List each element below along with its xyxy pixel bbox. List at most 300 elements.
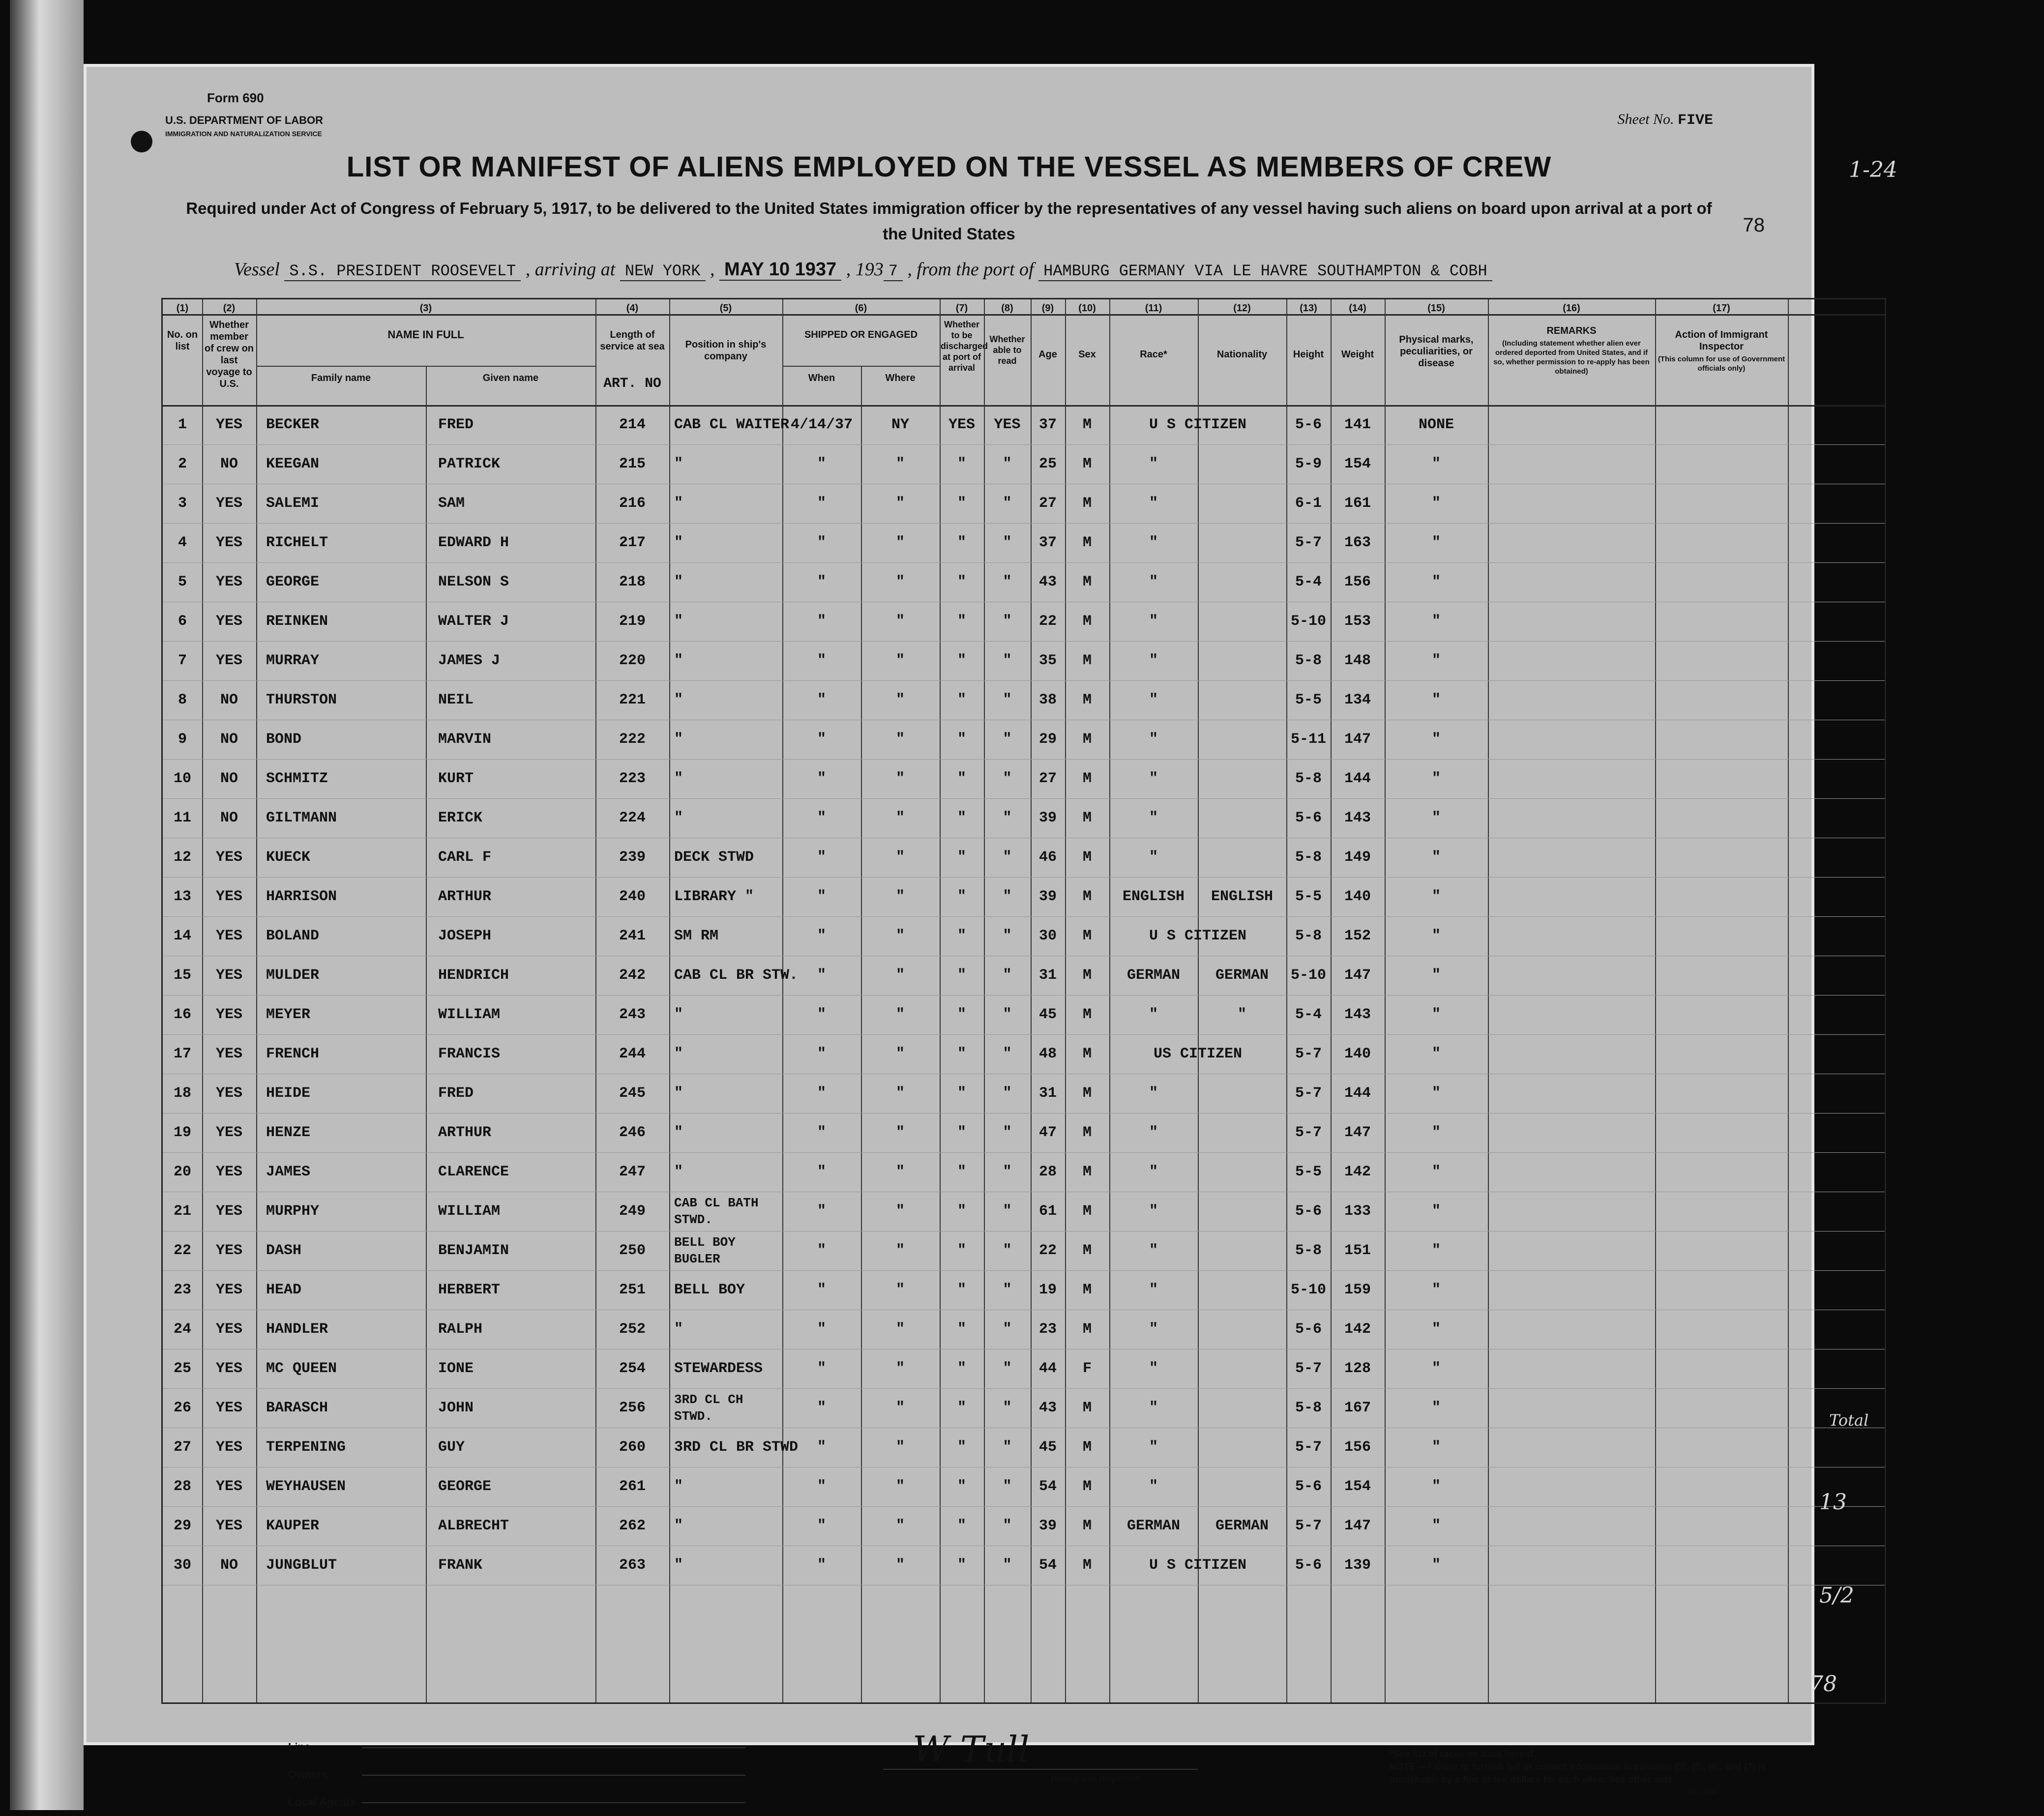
- cell-given: KURT: [438, 770, 474, 787]
- cell-marks: ": [1431, 1006, 1441, 1023]
- cell-no: 21: [173, 1203, 191, 1220]
- cell-position: ": [674, 1085, 683, 1102]
- footer-labels: [288, 1733, 355, 1816]
- cell-art: 246: [619, 1124, 646, 1141]
- cell-family: BOND: [266, 731, 302, 748]
- column-rule: [669, 299, 670, 1702]
- cell-read: ": [1003, 534, 1012, 551]
- cell-when: ": [817, 888, 826, 905]
- cell-height: 5-8: [1295, 849, 1322, 866]
- cell-no: 25: [173, 1360, 191, 1377]
- cell-when: ": [817, 1046, 826, 1062]
- cell-voyage: NO: [220, 1557, 238, 1574]
- cell-race: U S CITIZEN: [1149, 1557, 1247, 1574]
- cell-nationality: [1198, 1467, 1286, 1506]
- cell-nationality: [1198, 1152, 1286, 1192]
- cell-height: 5-11: [1290, 731, 1326, 748]
- cell-art: 261: [619, 1478, 646, 1495]
- cell-given: FRANK: [438, 1557, 483, 1574]
- cell-discharged: ": [957, 770, 966, 787]
- cell-voyage: YES: [215, 1046, 242, 1062]
- cell-where: ": [895, 613, 905, 630]
- cell-race: ": [1149, 1203, 1158, 1220]
- cell-sex: M: [1082, 1046, 1092, 1062]
- cell-given: ALBRECHT: [438, 1518, 509, 1534]
- cell-read: ": [1003, 810, 1012, 826]
- cell-sex: M: [1082, 1518, 1092, 1534]
- cell-race: US CITIZEN: [1153, 1046, 1243, 1062]
- cell-art: 260: [619, 1439, 646, 1456]
- cell-discharged: ": [957, 1046, 966, 1062]
- cell-race: ": [1149, 1124, 1158, 1141]
- cell-given: ERICK: [438, 810, 483, 826]
- cell-discharged: ": [957, 574, 966, 590]
- cell-height: 5-10: [1290, 613, 1326, 630]
- cell-no: 6: [178, 613, 187, 630]
- cell-art: 247: [619, 1164, 646, 1180]
- cell-discharged: ": [957, 1282, 966, 1298]
- cell-race: U S CITIZEN: [1149, 928, 1247, 944]
- col-number: (12): [1233, 303, 1251, 314]
- cell-family: BARASCH: [266, 1400, 328, 1416]
- arriving-label: , arriving at: [525, 259, 616, 280]
- cell-marks: ": [1431, 849, 1441, 866]
- col-number: (5): [719, 303, 732, 314]
- cell-where: ": [895, 731, 905, 748]
- cell-no: 8: [178, 692, 187, 708]
- cell-when: ": [817, 574, 826, 590]
- cell-sex: M: [1082, 1557, 1092, 1574]
- cell-race: ": [1149, 534, 1158, 551]
- cell-given: PATRICK: [438, 456, 501, 472]
- cell-art: 224: [619, 810, 646, 826]
- cell-voyage: YES: [215, 967, 242, 984]
- cell-read: ": [1003, 770, 1012, 787]
- cell-read: ": [1003, 1203, 1012, 1220]
- cell-race: ENGLISH: [1122, 888, 1185, 905]
- cell-race: ": [1149, 731, 1158, 748]
- cell-race: ": [1149, 1478, 1158, 1495]
- cell-height: 5-8: [1295, 652, 1322, 669]
- cell-race: ": [1149, 1006, 1158, 1023]
- cell-when: ": [817, 456, 826, 472]
- cell-discharged: ": [957, 1164, 966, 1180]
- cell-sex: M: [1082, 1400, 1092, 1416]
- cell-position: ": [674, 770, 683, 787]
- cell-position: 3RD CL CH STWD.: [674, 1392, 743, 1424]
- cell-art: 220: [619, 652, 646, 669]
- cell-no: 30: [173, 1557, 191, 1574]
- cell-weight: 152: [1344, 928, 1371, 944]
- cell-family: MURRAY: [266, 652, 320, 669]
- cell-race: ": [1149, 810, 1158, 826]
- cell-read: ": [1003, 692, 1012, 708]
- cell-age: 29: [1038, 731, 1057, 748]
- cell-family: MC QUEEN: [266, 1360, 337, 1377]
- cell-position: ": [674, 1124, 683, 1141]
- cell-voyage: YES: [215, 1006, 242, 1023]
- cell-given: HENDRICH: [438, 967, 509, 984]
- cell-sex: M: [1082, 849, 1092, 866]
- cell-nationality: [1198, 641, 1286, 680]
- cell-when: ": [817, 652, 826, 669]
- cell-given: IONE: [438, 1360, 474, 1377]
- cell-position: CAB CL WAITER: [674, 416, 790, 433]
- cell-age: 45: [1038, 1006, 1057, 1023]
- cell-given: ARTHUR: [438, 1124, 492, 1141]
- cell-race: ": [1149, 495, 1158, 512]
- cell-age: 43: [1038, 574, 1057, 590]
- margin-note: 5/2: [1819, 1583, 1854, 1608]
- cell-position: CAB CL BR STW.: [674, 967, 799, 984]
- cell-marks: ": [1431, 652, 1441, 669]
- cell-when: ": [817, 1282, 826, 1298]
- header-member-last-voyage: Whether member of crew on last voyage to U.S.: [205, 320, 254, 389]
- header-weight: Weight: [1341, 349, 1374, 360]
- cell-art: 241: [619, 928, 646, 944]
- cell-family: THURSTON: [266, 692, 337, 708]
- cell-given: CARL F: [438, 849, 492, 866]
- cell-no: 26: [173, 1400, 191, 1416]
- cell-weight: 154: [1344, 1478, 1371, 1495]
- cell-marks: ": [1431, 1518, 1441, 1534]
- cell-nationality: [1198, 1034, 1286, 1074]
- cell-age: 39: [1038, 1518, 1057, 1534]
- cell-sex: M: [1082, 1124, 1092, 1141]
- cell-height: 5-6: [1295, 810, 1322, 826]
- cell-when: ": [817, 1518, 826, 1534]
- cell-voyage: YES: [215, 574, 242, 590]
- cell-voyage: YES: [215, 928, 242, 944]
- header-remarks-note: (Including statement whether alien ever ordered deported from United States, and if so, whether permission to re-apply has been obtained): [1493, 339, 1650, 376]
- cell-where: ": [895, 495, 905, 512]
- cell-position: ": [674, 1557, 683, 1574]
- cell-race: ": [1149, 574, 1158, 590]
- cell-given: GUY: [438, 1439, 465, 1456]
- cell-discharged: ": [957, 928, 966, 944]
- cell-sex: M: [1082, 495, 1092, 512]
- cell-age: 37: [1038, 534, 1057, 551]
- col-number: (15): [1427, 303, 1445, 314]
- col-number: (4): [626, 303, 639, 314]
- form-number: Form 690: [207, 90, 264, 105]
- cell-position: ": [674, 1164, 683, 1180]
- cell-read: ": [1003, 1400, 1012, 1416]
- cell-read: ": [1003, 1085, 1012, 1102]
- cell-read: ": [1003, 1124, 1012, 1141]
- cell-age: 54: [1038, 1557, 1057, 1574]
- cell-sex: M: [1082, 652, 1092, 669]
- cell-read: ": [1003, 731, 1012, 748]
- page-number: 78: [1743, 214, 1765, 236]
- cell-art: 217: [619, 534, 646, 551]
- cell-weight: 156: [1344, 1439, 1371, 1456]
- header-physical-marks: Physical marks, peculiarities, or disease: [1399, 334, 1474, 369]
- cell-family: KEEGAN: [266, 456, 320, 472]
- cell-age: 23: [1038, 1321, 1057, 1338]
- cell-nationality: [1198, 916, 1286, 956]
- cell-voyage: YES: [215, 1439, 242, 1456]
- cell-family: KAUPER: [266, 1518, 320, 1534]
- cell-no: 13: [173, 888, 191, 905]
- cell-weight: 144: [1344, 770, 1371, 787]
- cell-height: 5-4: [1295, 1006, 1322, 1023]
- cell-weight: 167: [1344, 1400, 1371, 1416]
- col-number: (2): [223, 303, 236, 314]
- cell-weight: 141: [1344, 416, 1371, 433]
- cell-family: HARRISON: [266, 888, 337, 905]
- cell-weight: 154: [1344, 456, 1371, 472]
- cell-nationality: [1198, 680, 1286, 720]
- agents-rule: [362, 1802, 745, 1803]
- cell-position: CAB CL BATH STWD.: [674, 1196, 759, 1227]
- cell-where: ": [895, 456, 905, 472]
- cell-height: 5-6: [1295, 416, 1322, 433]
- cell-weight: 149: [1344, 849, 1371, 866]
- cell-where: ": [895, 574, 905, 590]
- cell-art: 218: [619, 574, 646, 590]
- cell-position: ": [674, 1321, 683, 1338]
- cell-voyage: NO: [220, 456, 238, 472]
- cell-no: 14: [173, 928, 191, 944]
- cell-weight: 148: [1344, 652, 1371, 669]
- cell-voyage: YES: [215, 1242, 242, 1259]
- header-discharged: Whether to be discharged at port of arrival: [941, 320, 988, 373]
- cell-read: ": [1003, 888, 1012, 905]
- cell-race: ": [1149, 1242, 1158, 1259]
- cell-voyage: NO: [220, 770, 238, 787]
- cell-weight: 151: [1344, 1242, 1371, 1259]
- cell-family: HEAD: [266, 1282, 302, 1298]
- margin-note: 1-24: [1849, 157, 1897, 182]
- cell-family: HEIDE: [266, 1085, 311, 1102]
- header-length-of-service: Length of service at sea: [600, 329, 665, 352]
- margin-note: 78: [1809, 1671, 1837, 1697]
- departure-port: HAMBURG GERMANY VIA LE HAVRE SOUTHAMPTON & COBH: [1038, 262, 1492, 281]
- cell-sex: M: [1082, 1282, 1092, 1298]
- cell-race: ": [1149, 456, 1158, 472]
- cell-nationality: [1198, 720, 1286, 759]
- cell-discharged: ": [957, 1360, 966, 1377]
- cell-art: 251: [619, 1282, 646, 1298]
- cell-position: BELL BOY: [674, 1282, 745, 1298]
- cell-when: ": [817, 1164, 826, 1180]
- cell-no: 28: [173, 1478, 191, 1495]
- cell-voyage: YES: [215, 1360, 242, 1377]
- cell-no: 11: [173, 810, 191, 826]
- header-nationality: Nationality: [1216, 349, 1268, 360]
- footer-notes: [1390, 1748, 1783, 1787]
- cell-art: 249: [619, 1203, 646, 1220]
- cell-discharged: ": [957, 1400, 966, 1416]
- cell-where: ": [895, 1164, 905, 1180]
- cell-discharged: ": [957, 849, 966, 866]
- cell-discharged: ": [957, 1557, 966, 1574]
- cell-voyage: YES: [215, 888, 242, 905]
- cell-weight: 143: [1344, 1006, 1371, 1023]
- cell-read: ": [1003, 1478, 1012, 1495]
- cell-position: DECK STWD: [674, 849, 754, 866]
- cell-when: ": [817, 1557, 826, 1574]
- cell-family: JAMES: [266, 1164, 311, 1180]
- line-rule: [362, 1747, 745, 1748]
- cell-weight: 147: [1344, 1124, 1371, 1141]
- cell-height: 5-9: [1295, 456, 1322, 472]
- cell-weight: 147: [1344, 731, 1371, 748]
- cell-sex: M: [1082, 692, 1092, 708]
- cell-weight: 140: [1344, 1046, 1371, 1062]
- cell-marks: ": [1431, 810, 1441, 826]
- cell-read: ": [1003, 1282, 1012, 1298]
- cell-age: 25: [1038, 456, 1057, 472]
- cell-marks: ": [1431, 967, 1441, 984]
- cell-nationality: [1198, 1231, 1286, 1270]
- cell-height: 6-1: [1295, 495, 1322, 512]
- cell-voyage: YES: [215, 1518, 242, 1534]
- cell-discharged: ": [957, 1124, 966, 1141]
- cell-family: SALEMI: [266, 495, 320, 512]
- cell-race: ": [1149, 692, 1158, 708]
- header-able-to-read: Whether able to read: [989, 334, 1025, 366]
- cell-discharged: ": [957, 456, 966, 472]
- vessel-name: S.S. PRESIDENT ROOSEVELT: [284, 262, 521, 281]
- cell-family: GEORGE: [266, 574, 320, 590]
- cell-marks: ": [1431, 1203, 1441, 1220]
- margin-note: Total: [1829, 1411, 1869, 1430]
- cell-family: TERPENING: [266, 1439, 346, 1456]
- cell-race: ": [1149, 1085, 1158, 1102]
- cell-art: 216: [619, 495, 646, 512]
- cell-sex: M: [1082, 770, 1092, 787]
- cell-voyage: YES: [215, 849, 242, 866]
- cell-height: 5-6: [1295, 1203, 1322, 1220]
- cell-height: 5-7: [1295, 1518, 1322, 1534]
- department: U.S. DEPARTMENT OF LABOR: [165, 114, 324, 126]
- cell-weight: 161: [1344, 495, 1371, 512]
- cell-no: 9: [178, 731, 187, 748]
- cell-no: 17: [173, 1046, 191, 1062]
- column-rule: [1788, 299, 1789, 1702]
- cell-age: 30: [1038, 928, 1057, 944]
- year-value: 7: [884, 262, 903, 281]
- cell-height: 5-8: [1295, 1400, 1322, 1416]
- cell-art: 240: [619, 888, 646, 905]
- cell-no: 12: [173, 849, 191, 866]
- cell-marks: ": [1431, 1400, 1441, 1416]
- cell-height: 5-5: [1295, 692, 1322, 708]
- cell-when: ": [817, 849, 826, 866]
- cell-family: SCHMITZ: [266, 770, 328, 787]
- sheet-value: FIVE: [1677, 112, 1713, 129]
- cell-no: 23: [173, 1282, 191, 1298]
- cell-where: ": [895, 1321, 905, 1338]
- cell-art: 221: [619, 692, 646, 708]
- cell-where: ": [895, 1360, 905, 1377]
- cell-art: 219: [619, 613, 646, 630]
- cell-race: ": [1149, 1400, 1158, 1416]
- cell-read: ": [1003, 1360, 1012, 1377]
- cell-where: ": [895, 1400, 905, 1416]
- cell-art: 242: [619, 967, 646, 984]
- cell-where: ": [895, 1439, 905, 1456]
- cell-family: JUNGBLUT: [266, 1557, 337, 1574]
- cell-age: 31: [1038, 967, 1057, 984]
- cell-weight: 142: [1344, 1321, 1371, 1338]
- page-subtitle: Required under Act of Congress of February 5, 1917, to be delivered to the United States immigration officer by the representatives of any vessel having such aliens on board upon arrival at a port of the United States: [186, 199, 1712, 243]
- cell-race: ": [1149, 1360, 1158, 1377]
- cell-sex: M: [1082, 731, 1092, 748]
- cell-family: HANDLER: [266, 1321, 328, 1338]
- cell-family: RICHELT: [266, 534, 328, 551]
- cell-family: WEYHAUSEN: [266, 1478, 346, 1495]
- cell-read: ": [1003, 1046, 1012, 1062]
- cell-discharged: ": [957, 1006, 966, 1023]
- cell-height: 5-10: [1290, 1282, 1326, 1298]
- cell-voyage: YES: [215, 1085, 242, 1102]
- cell-no: 1: [178, 416, 187, 433]
- cell-no: 29: [173, 1518, 191, 1534]
- vessel-line: Vessel S.S. PRESIDENT ROOSEVELT , arriving at NEW YORK , MAY 10 1937 , 193 7 , from the port of HAMBURG GERMANY VIA LE HAVRE SOUTHAMPTON & COBH: [234, 259, 1492, 280]
- cell-when: ": [817, 1006, 826, 1023]
- cell-when: ": [817, 613, 826, 630]
- cell-age: 45: [1038, 1439, 1057, 1456]
- cell-height: 5-10: [1290, 967, 1326, 984]
- cell-where: ": [895, 1557, 905, 1574]
- cell-when: ": [817, 534, 826, 551]
- cell-nationality: [1198, 1546, 1286, 1585]
- cell-read: YES: [994, 416, 1021, 433]
- cell-art: 256: [619, 1400, 646, 1416]
- cell-voyage: NO: [220, 810, 238, 826]
- cell-age: 35: [1038, 652, 1057, 669]
- col-number: (16): [1563, 303, 1580, 314]
- cell-art: 223: [619, 770, 646, 787]
- cell-where: ": [895, 1203, 905, 1220]
- cell-no: 2: [178, 456, 187, 472]
- cell-where: ": [895, 1282, 905, 1298]
- cell-art: 250: [619, 1242, 646, 1259]
- service-name: IMMIGRATION AND NATURALIZATION SERVICE: [165, 130, 322, 138]
- cell-nationality: [1198, 405, 1286, 444]
- cell-age: 22: [1038, 1242, 1057, 1259]
- cell-race: U S CITIZEN: [1149, 416, 1247, 433]
- cell-discharged: ": [957, 731, 966, 748]
- cell-age: 44: [1038, 1360, 1057, 1377]
- cell-marks: ": [1431, 1164, 1441, 1180]
- header-height: Height: [1293, 349, 1324, 360]
- cell-when: ": [817, 1203, 826, 1220]
- cell-marks: ": [1431, 534, 1441, 551]
- agents-label: Local Agents: [288, 1796, 356, 1808]
- cell-given: CLARENCE: [438, 1164, 509, 1180]
- cell-weight: 144: [1344, 1085, 1371, 1102]
- line-label: Line: [288, 1741, 311, 1753]
- cell-discharged: ": [957, 1321, 966, 1338]
- cell-nationality: [1198, 1310, 1286, 1349]
- cell-marks: ": [1431, 1242, 1441, 1259]
- cell-no: 5: [178, 574, 187, 590]
- column-rule: [256, 299, 257, 1702]
- cell-height: 5-8: [1295, 928, 1322, 944]
- cell-nationality: GERMAN: [1215, 967, 1269, 984]
- punch-hole: [131, 131, 152, 152]
- cell-art: 239: [619, 849, 646, 866]
- cell-position: STEWARDESS: [674, 1360, 763, 1377]
- cell-sex: M: [1082, 534, 1092, 551]
- cell-family: MURPHY: [266, 1203, 320, 1220]
- cell-art: 254: [619, 1360, 646, 1377]
- cell-sex: M: [1082, 888, 1092, 905]
